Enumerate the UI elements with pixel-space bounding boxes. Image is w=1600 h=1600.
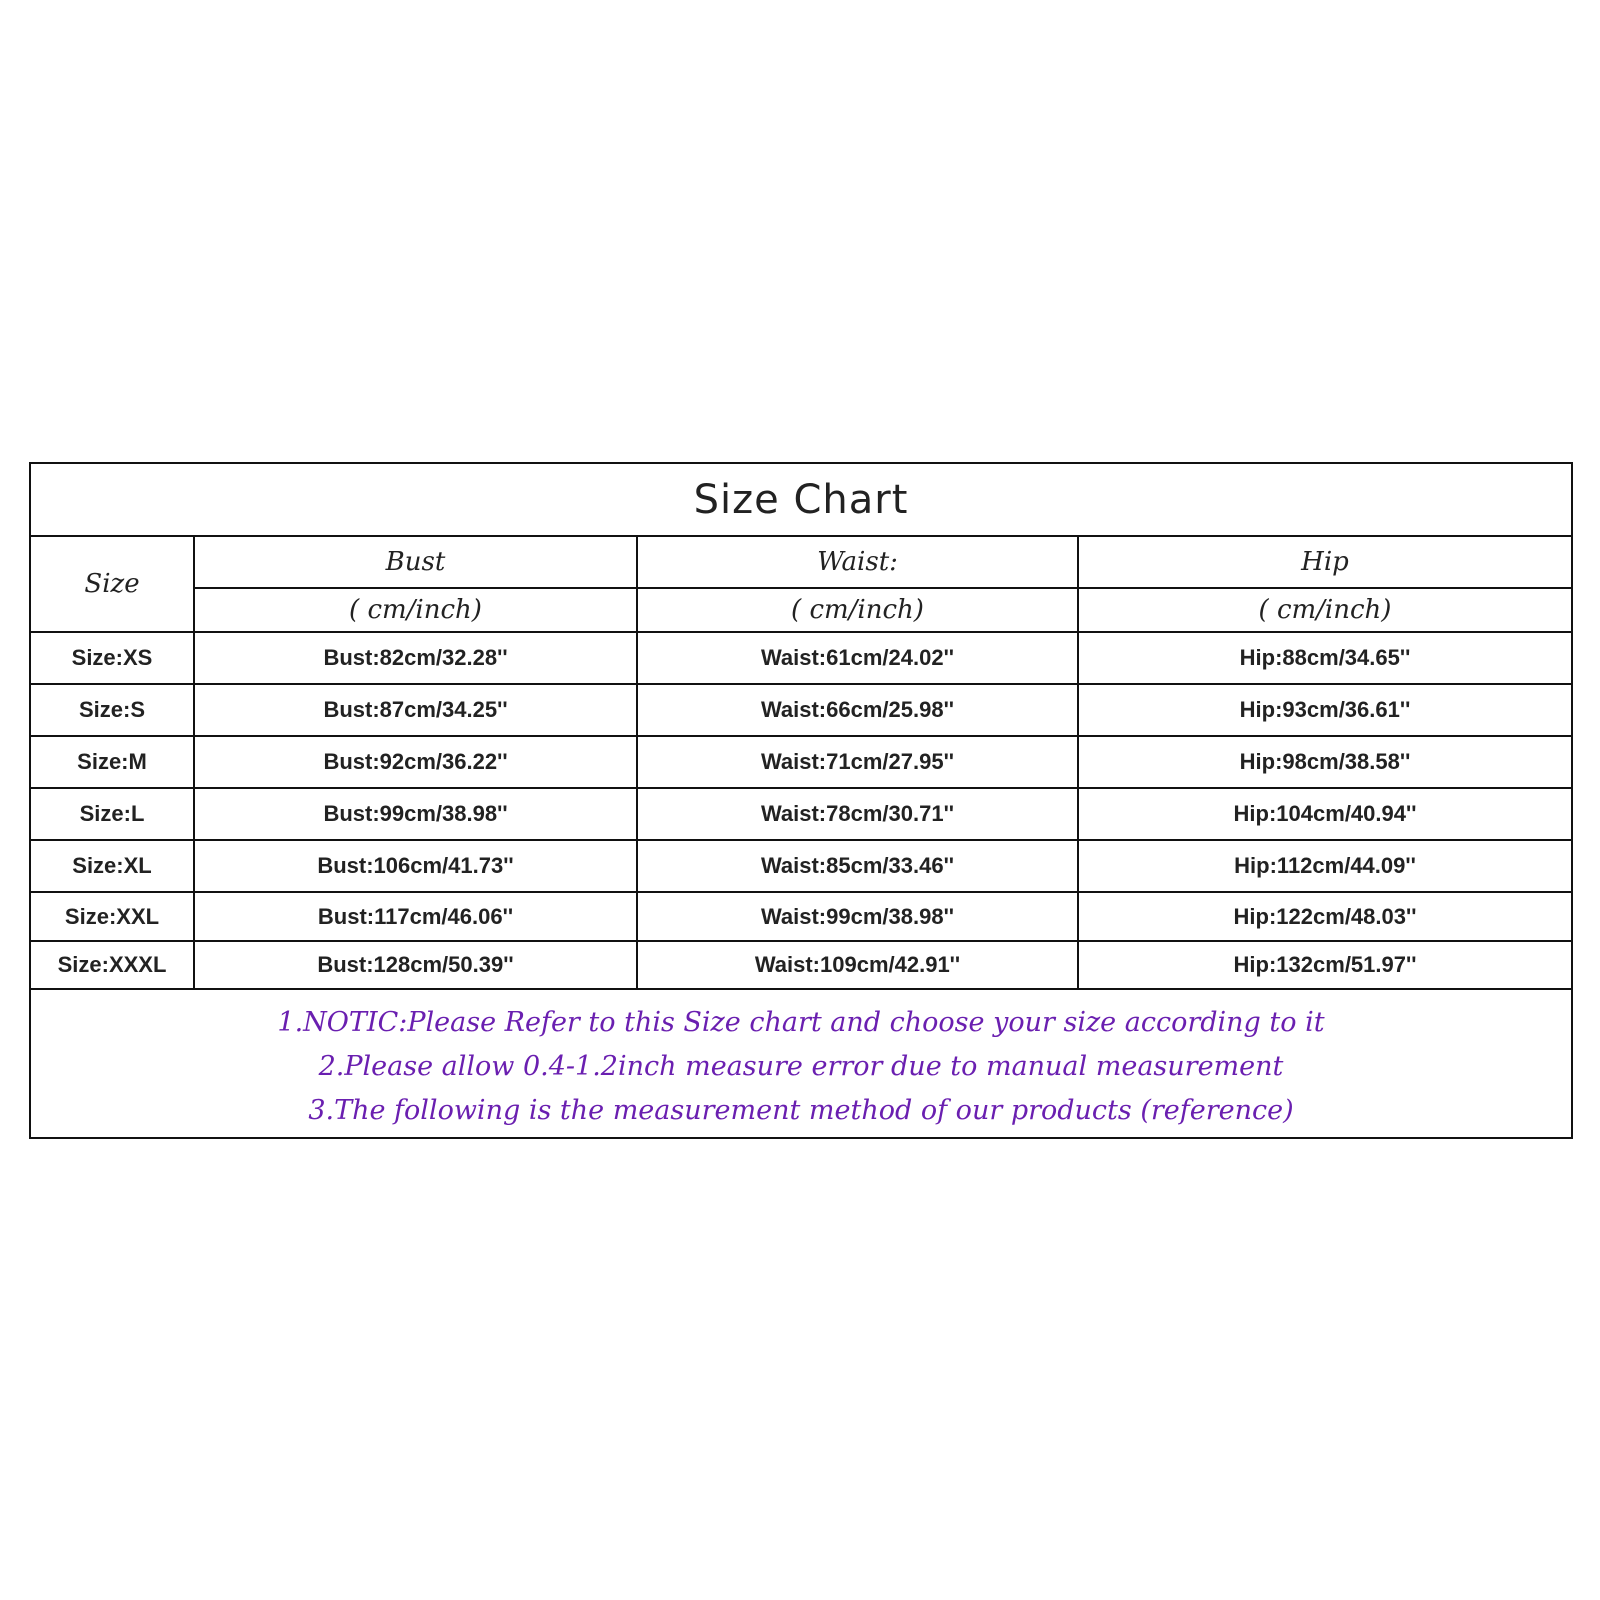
size-header: Size — [31, 536, 194, 632]
hip-cell: Hip:112cm/44.09'' — [1078, 840, 1571, 892]
note-line: 1.NOTIC:Please Refer to this Size chart and choose your size according to it — [277, 1006, 1325, 1038]
size-cell: Size:M — [31, 736, 194, 788]
hip-cell: Hip:122cm/48.03'' — [1078, 892, 1571, 941]
waist-cell: Waist:66cm/25.98'' — [637, 684, 1078, 736]
hip-cell: Hip:88cm/34.65'' — [1078, 632, 1571, 684]
bust-unit: ( cm/inch) — [194, 588, 637, 632]
hip-cell: Hip:98cm/38.58'' — [1078, 736, 1571, 788]
bust-cell: Bust:82cm/32.28'' — [194, 632, 637, 684]
waist-cell: Waist:78cm/30.71'' — [637, 788, 1078, 840]
size-table — [31, 464, 1571, 1137]
bust-cell: Bust:92cm/36.22'' — [194, 736, 637, 788]
waist-header: Waist: — [637, 536, 1078, 588]
table-row — [31, 632, 1571, 684]
bust-cell: Bust:106cm/41.73'' — [194, 840, 637, 892]
notes-section — [31, 989, 1571, 1137]
hip-header: Hip — [1078, 536, 1571, 588]
table-row — [31, 941, 1571, 989]
waist-cell: Waist:109cm/42.91'' — [637, 941, 1078, 989]
table-row — [31, 684, 1571, 736]
bust-cell: Bust:117cm/46.06'' — [194, 892, 637, 941]
waist-unit: ( cm/inch) — [637, 588, 1078, 632]
size-cell: Size:S — [31, 684, 194, 736]
waist-cell: Waist:99cm/38.98'' — [637, 892, 1078, 941]
note-line: 2.Please allow 0.4-1.2inch measure error due to manual measurement — [318, 1050, 1284, 1082]
hip-cell: Hip:132cm/51.97'' — [1078, 941, 1571, 989]
size-cell: Size:XXL — [31, 892, 194, 941]
hip-cell: Hip:104cm/40.94'' — [1078, 788, 1571, 840]
waist-cell: Waist:61cm/24.02'' — [637, 632, 1078, 684]
waist-cell: Waist:71cm/27.95'' — [637, 736, 1078, 788]
size-cell: Size:XXXL — [31, 941, 194, 989]
size-cell: Size:XS — [31, 632, 194, 684]
table-row — [31, 840, 1571, 892]
table-row — [31, 892, 1571, 941]
size-chart — [29, 462, 1573, 1139]
table-row — [31, 788, 1571, 840]
note-line: 3.The following is the measurement method of our products (reference) — [308, 1094, 1294, 1126]
bust-cell: Bust:128cm/50.39'' — [194, 941, 637, 989]
bust-cell: Bust:87cm/34.25'' — [194, 684, 637, 736]
table-row — [31, 736, 1571, 788]
size-cell: Size:XL — [31, 840, 194, 892]
bust-header: Bust — [194, 536, 637, 588]
size-cell: Size:L — [31, 788, 194, 840]
hip-cell: Hip:93cm/36.61'' — [1078, 684, 1571, 736]
chart-title: Size Chart — [31, 464, 1571, 536]
hip-unit: ( cm/inch) — [1078, 588, 1571, 632]
bust-cell: Bust:99cm/38.98'' — [194, 788, 637, 840]
waist-cell: Waist:85cm/33.46'' — [637, 840, 1078, 892]
